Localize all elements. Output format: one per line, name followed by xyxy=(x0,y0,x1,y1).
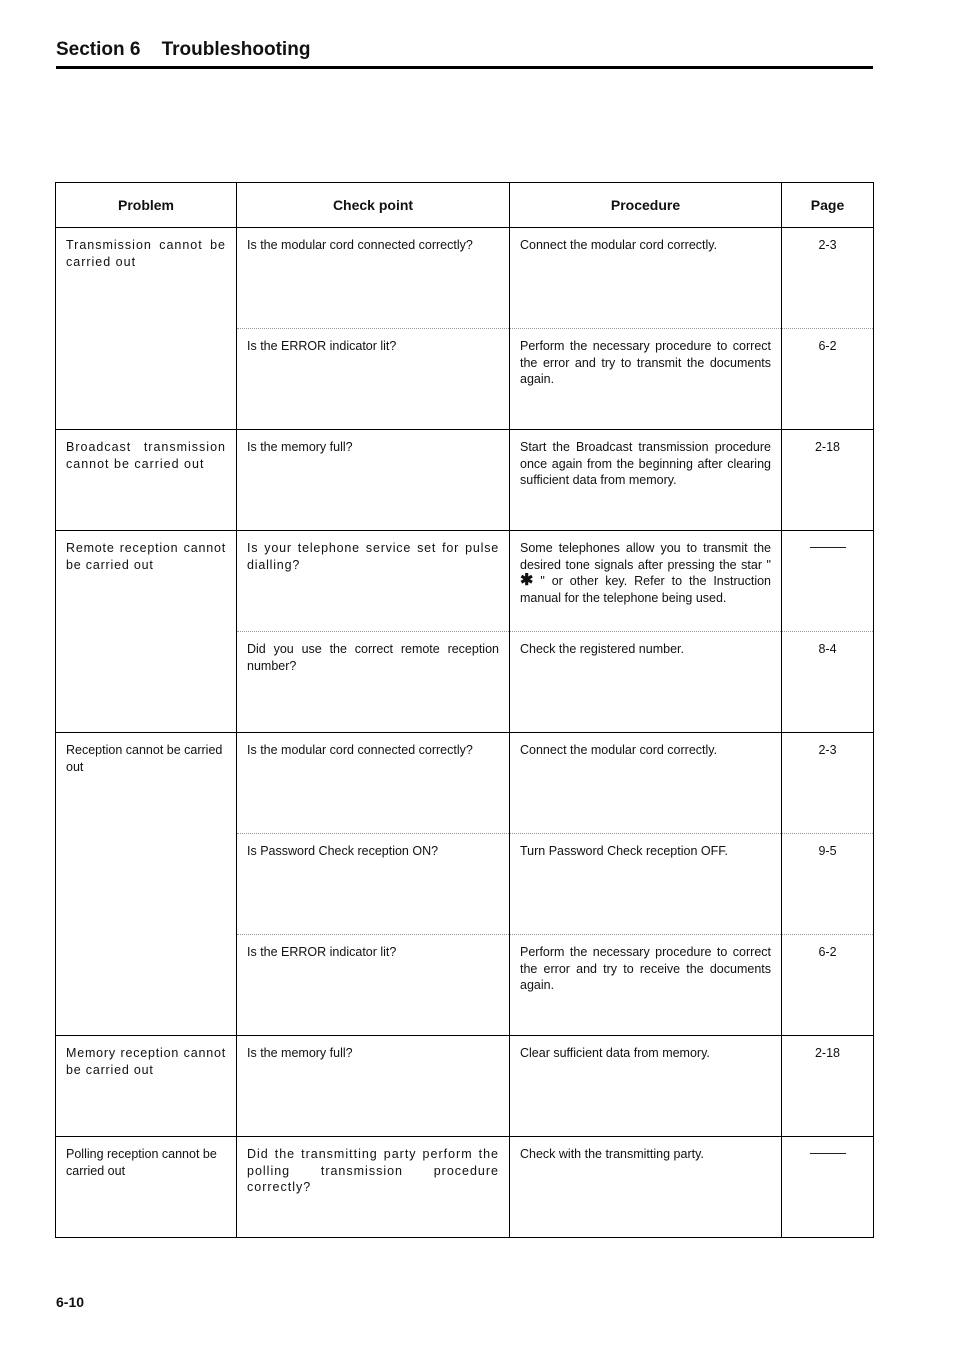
check-cell: Is the modular cord connected correctly? xyxy=(237,228,510,329)
page-cell: 6-2 xyxy=(782,935,874,1036)
table-row xyxy=(56,1137,874,1238)
procedure-cell: Start the Broadcast transmission procedure once again from the beginning after clearing sufficient data from memory. xyxy=(510,430,782,531)
procedure-cell: Connect the modular cord correctly. xyxy=(510,733,782,834)
problem-cell: Transmission cannot be carried out xyxy=(56,228,237,430)
check-cell: Is Password Check reception ON? xyxy=(237,834,510,935)
check-cell: Did the transmitting party perform the polling transmission procedure correctly? xyxy=(237,1137,510,1238)
problem-cell: Remote reception cannot be carried out xyxy=(56,531,237,733)
problem-cell: Polling reception cannot be carried out xyxy=(56,1137,237,1238)
page-number: 6-10 xyxy=(56,1294,85,1310)
procedure-text-end: " or other key. Refer to the Instruction manual for the telephone being used. xyxy=(520,574,771,605)
table-row xyxy=(56,1036,874,1137)
section-title xyxy=(56,38,873,62)
page-cell: 2-3 xyxy=(782,733,874,834)
header-page: Page xyxy=(782,183,874,228)
header-rule xyxy=(56,66,873,69)
page-header xyxy=(56,38,873,62)
page-cell xyxy=(782,531,874,632)
check-cell: Did you use the correct remote reception number? xyxy=(237,632,510,733)
header-check-point: Check point xyxy=(237,183,510,228)
check-cell: Is the memory full? xyxy=(237,430,510,531)
procedure-text-start: Some telephones allow you to transmit the desired tone signals after pressing the star " xyxy=(520,541,771,572)
no-page-dash xyxy=(810,1153,846,1154)
check-cell: Is the ERROR indicator lit? xyxy=(237,935,510,1036)
star-key-icon: ✱ xyxy=(520,572,534,589)
section-name: Troubleshooting xyxy=(161,39,311,60)
troubleshooting-table xyxy=(55,182,874,1238)
check-cell: Is the memory full? xyxy=(237,1036,510,1137)
table-row xyxy=(56,430,874,531)
page-cell: 9-5 xyxy=(782,834,874,935)
problem-cell: Memory reception cannot be carried out xyxy=(56,1036,237,1137)
procedure-cell: Check the registered number. xyxy=(510,632,782,733)
section-number: Section 6 xyxy=(56,39,141,60)
table-row xyxy=(56,733,874,834)
check-cell: Is the ERROR indicator lit? xyxy=(237,329,510,430)
procedure-cell: Perform the necessary procedure to correct the error and try to transmit the documents again. xyxy=(510,329,782,430)
table-row xyxy=(56,531,874,632)
page-cell xyxy=(782,1137,874,1238)
procedure-cell: Check with the transmitting party. xyxy=(510,1137,782,1238)
header-problem: Problem xyxy=(56,183,237,228)
check-cell: Is the modular cord connected correctly? xyxy=(237,733,510,834)
procedure-cell: Clear sufficient data from memory. xyxy=(510,1036,782,1137)
header-procedure: Procedure xyxy=(510,183,782,228)
no-page-dash xyxy=(810,547,846,548)
problem-cell: Reception cannot be carried out xyxy=(56,733,237,1036)
procedure-cell: Turn Password Check reception OFF. xyxy=(510,834,782,935)
procedure-cell xyxy=(510,531,782,632)
procedure-cell: Perform the necessary procedure to correct the error and try to receive the documents again. xyxy=(510,935,782,1036)
page-cell: 6-2 xyxy=(782,329,874,430)
procedure-cell: Connect the modular cord correctly. xyxy=(510,228,782,329)
check-cell: Is your telephone service set for pulse dialling? xyxy=(237,531,510,632)
page-cell: 8-4 xyxy=(782,632,874,733)
page-cell: 2-3 xyxy=(782,228,874,329)
problem-cell: Broadcast transmission cannot be carried out xyxy=(56,430,237,531)
page-cell: 2-18 xyxy=(782,1036,874,1137)
table-header-row xyxy=(56,183,874,228)
table-row xyxy=(56,228,874,329)
page-cell: 2-18 xyxy=(782,430,874,531)
